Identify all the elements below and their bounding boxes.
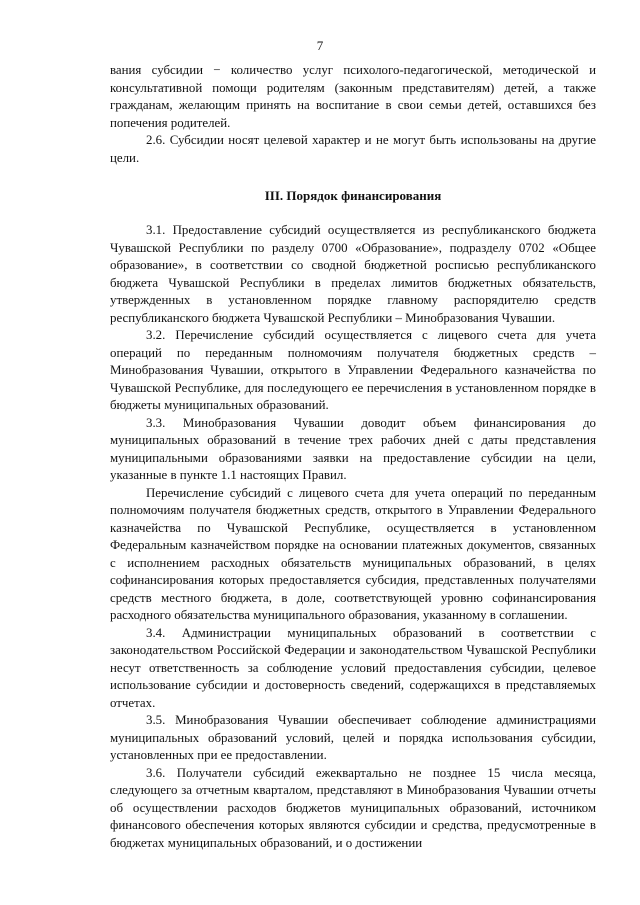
paragraph-3-2: 3.2. Перечисление субсидий осуществляется с лицевого счета для учета операций по переданным полномочиям получателя бюджетных средств – Минобразования Чувашии, открытого в Управлении Федерального казначейства по Чувашской Республике, для последующего ее перечисления в установленном порядке в бюджеты муниципальных образований. [110,328,596,412]
paragraph-3-3: 3.3. Минобразования Чувашии доводит объем финансирования до муниципальных образований в течение трех рабочих дней с даты представления муниципальными образованиями заявки на предоставление субсидии на цели, указанные в пункте 1.1 настоящих Правил. [110,415,596,482]
paragraph-3-4: 3.4. Администрации муниципальных образований в соответствии с законодательством Российской Федерации и законодательством Чувашской Республики несут ответственность за соблюдение условий предоставления субсидии, целевое использование субсидии и достоверность сведений, содержащихся в представляемых отчетах. [110,625,596,710]
paragraph-3-6: 3.6. Получатели субсидий ежеквартально не позднее 15 числа месяца, следующего за отчетным кварталом, представляют в Минобразования Чувашии отчеты об осуществлении расходов бюджетов муниципальных образований, источником финансового обеспечения которых являются субсидии и средства, предусмотренные в бюджетах муниципальных образований, и о достижении [110,765,596,850]
section-heading: III. Порядок финансирования [264,188,442,203]
paragraph-continuation: вания субсидии − количество услуг психолого-педагогической, методической и консультативной помощи родителям (законным представителям) детей, а также гражданам, желающим принять на воспитание в свои семьи детей, оставшихся без попечения родителей. [110,63,596,130]
paragraph-2-6: 2.6. Субсидии носят целевой характер и не могут быть использованы на другие цели. [110,133,596,165]
paragraph-3-3-transfer: Перечисление субсидий с лицевого счета для учета операций по переданным полномочиям получателя бюджетных средств, открытого в Управлении Федерального казначейства по Чувашской Республике, осуществляется в установленном Федеральным казначейством порядке на основании платежных документов, связанных с исполнением расходных обязательств муниципальных образований, в целях софинансирования которых предоставляется субсидия, представленных получателями средств местного бюджета, в доле, соответствующей уровню софинансирования расходного обязательства муниципального образования, указанному в соглашении. [110,485,596,622]
paragraph-3-5: 3.5. Минобразования Чувашии обеспечивает соблюдение администрациями муниципальных образований условий, целей и порядка использования субсидии, установленных при ее предоставлении. [110,713,596,762]
page-number: 7 [316,38,324,53]
paragraph-3-1: 3.1. Предоставление субсидий осуществляется из республиканского бюджета Чувашской Республики по разделу 0700 «Образование», подразделу 0702 «Общее образование», в соответствии со сводной бюджетной росписью республиканского бюджета Чувашской Республики в пределах лимитов бюджетных обязательств, утвержденных в установленном порядке главному распорядителю средств республиканского бюджета Чувашской Республики – Минобразования Чувашии. [110,223,596,325]
document-body [110,62,596,852]
